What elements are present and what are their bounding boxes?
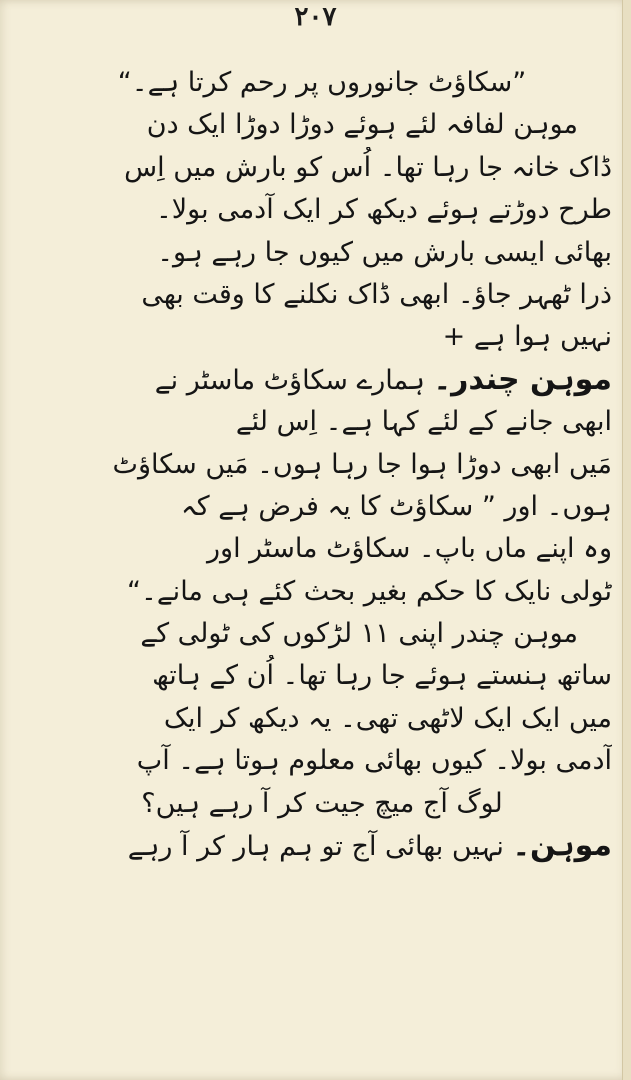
text-line-19: [32, 825, 612, 867]
text-line-13: ٹولی نایک کا حکم بغیر بحث کئے ہی مانے۔“: [127, 575, 612, 607]
text-line-9: ابھی جانے کے لئے کہا ہے۔ اِس لئے: [235, 406, 612, 438]
text-line-5: بھائی ایسی بارش میں کیوں جا رہے ہو۔: [157, 236, 612, 268]
text-line-10: مَیں ابھی دوڑا ہوا جا رہا ہوں۔ مَیں سکاؤٹ: [112, 448, 612, 480]
text-line-8: [32, 359, 612, 401]
text-line-18: لوگ آج میچ جیت کر آ رہے ہیں؟: [141, 787, 503, 819]
page-edge: [622, 0, 631, 1080]
text-line-14: موہن چندر اپنی ۱۱ لڑکوں کی ٹولی کے: [140, 618, 578, 650]
dialogue-text: ہمارے سکاؤٹ ماسٹر نے: [154, 364, 425, 396]
dialogue-text: نہیں بھائی آج تو ہم ہار کر آ رہے: [127, 831, 504, 863]
text-line-11: ہوں۔ اور ” سکاؤٹ کا یہ فرض ہے کہ: [180, 490, 612, 522]
text-line-6: ذرا ٹھہر جاؤ۔ ابھی ڈاک نکلنے کا وقت بھی: [141, 278, 612, 310]
page-number: ۲۰۷: [294, 2, 337, 32]
text-line-12: وہ اپنے ماں باپ۔ سکاؤٹ ماسٹر اور: [207, 533, 612, 565]
page-text: [32, 62, 612, 867]
speaker-name: موہن۔: [512, 828, 612, 864]
speaker-name: موہن چندر۔: [433, 361, 612, 397]
text-line-7: نہیں ہوا ہے +: [442, 321, 612, 353]
text-line-2: موہن لفافہ لئے ہوئے دوڑا دوڑا ایک دن: [146, 109, 578, 141]
text-line-4: طرح دوڑتے ہوئے دیکھ کر ایک آدمی بولا۔: [155, 194, 612, 226]
text-line-3: ڈاک خانہ جا رہا تھا۔ اُس کو بارش میں اِس: [124, 151, 612, 183]
text-line-1: ”سکاؤٹ جانوروں پر رحم کرتا ہے۔“: [117, 67, 527, 98]
text-line-17: آدمی بولا۔ کیوں بھائی معلوم ہوتا ہے۔ آپ: [136, 745, 612, 777]
text-line-16: میں ایک ایک لاٹھی تھی۔ یہ دیکھ کر ایک: [163, 702, 612, 734]
text-line-15: ساتھ ہنستے ہوئے جا رہا تھا۔ اُن کے ہاتھ: [152, 660, 612, 692]
